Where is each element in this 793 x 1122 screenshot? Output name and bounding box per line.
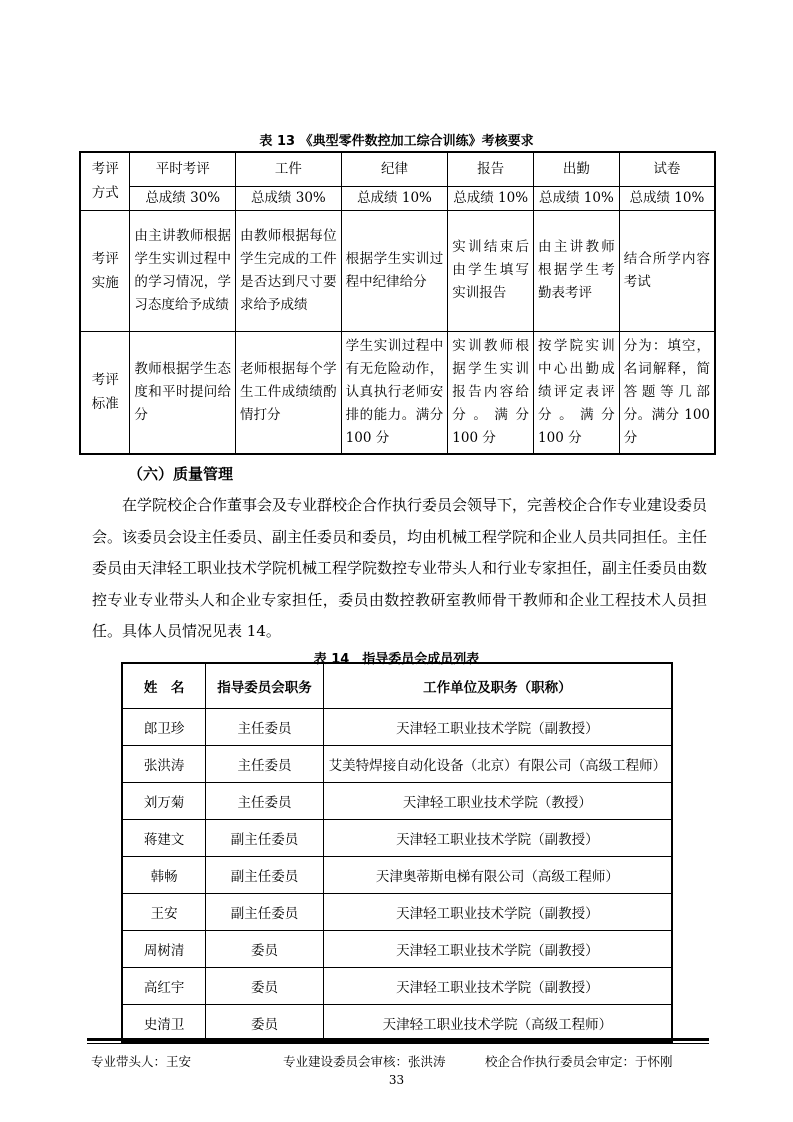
member-role: 主任委员 [206, 746, 324, 783]
weight-cell: 总成绩 10% [341, 186, 448, 210]
implementation-cell: 由主讲教师根据学生实训过程中的学习情况，学习态度给予成绩 [130, 210, 236, 331]
member-name: 王安 [122, 894, 206, 931]
footer-review: 专业建设委员会审核：张洪涛 [283, 1054, 446, 1069]
standard-cell: 实训教师根据学生实训报告内容给分。满分 100 分 [448, 331, 534, 454]
column-header: 报告 [448, 152, 534, 186]
row-label-implementation: 考评实施 [80, 210, 130, 331]
section-heading: （六）质量管理 [128, 465, 234, 483]
table-row [122, 709, 672, 746]
table-row [122, 746, 672, 783]
member-role: 委员 [206, 968, 324, 1005]
member-name: 高红宇 [122, 968, 206, 1005]
member-affiliation: 天津轻工职业技术学院（高级工程师） [323, 1005, 672, 1043]
member-name: 周树清 [122, 931, 206, 968]
member-name: 刘万菊 [122, 783, 206, 820]
member-affiliation: 天津轻工职业技术学院（副教授） [323, 820, 672, 857]
table14-header-row [122, 663, 672, 709]
column-header: 姓 名 [122, 663, 206, 709]
column-header: 工件 [236, 152, 342, 186]
column-header: 试卷 [619, 152, 715, 186]
table-row [122, 968, 672, 1005]
member-name: 蒋建文 [122, 820, 206, 857]
assessment-table [79, 151, 716, 455]
implementation-cell: 由主讲教师根据学生考勤表考评 [534, 210, 620, 331]
member-role: 副主任委员 [206, 894, 324, 931]
standard-cell: 分为：填空，名词解释，简答题等几部分。满分 100 分 [619, 331, 715, 454]
column-header: 平时考评 [130, 152, 236, 186]
member-affiliation: 天津轻工职业技术学院（副教授） [323, 709, 672, 746]
table-row [122, 783, 672, 820]
member-role: 委员 [206, 1005, 324, 1043]
standard-cell: 学生实训过程中有无危险动作，认真执行老师安排的能力。满分 100 分 [341, 331, 448, 454]
footer-rule [87, 1038, 709, 1041]
weight-cell: 总成绩 10% [448, 186, 534, 210]
column-header: 纪律 [341, 152, 448, 186]
member-name: 郎卫珍 [122, 709, 206, 746]
implementation-cell: 实训结束后由学生填写实训报告 [448, 210, 534, 331]
committee-table [121, 662, 673, 1043]
table-row [122, 820, 672, 857]
member-role: 副主任委员 [206, 820, 324, 857]
member-affiliation: 天津轻工职业技术学院（副教授） [323, 931, 672, 968]
table-row [122, 931, 672, 968]
footer-leader: 专业带头人：王安 [91, 1054, 192, 1069]
body-paragraph: 在学院校企合作董事会及专业群校企合作执行委员会领导下，完善校企合作专业建设委员会。该委员会设主任委员、副主任委员和委员，均由机械工程学院和企业人员共同担任。主任委员由天津轻工职业技术学院机械工程学院数控专业带头人和行业专家担任，副主任委员由数控专业专业带头人和企业专家担任，委员由数控教研室教师骨干教师和企业工程技术人员担任。具体人员情况见表 14。 [92, 496, 708, 641]
footer-approve: 校企合作执行委员会审定：于怀刚 [485, 1054, 673, 1069]
implementation-cell: 结合所学内容考试 [619, 210, 715, 331]
member-role: 委员 [206, 931, 324, 968]
table-row [122, 894, 672, 931]
table14-caption: 表 14 指导委员会成员列表 [313, 652, 480, 667]
table13-header-row [80, 152, 715, 186]
member-affiliation: 天津轻工职业技术学院（教授） [323, 783, 672, 820]
implementation-cell: 根据学生实训过程中纪律给分 [341, 210, 448, 331]
standard-cell: 按学院实训中心出勤成绩评定表评分。满分 100 分 [534, 331, 620, 454]
implementation-cell: 由教师根据每位学生完成的工件是否达到尺寸要求给予成绩 [236, 210, 342, 331]
member-role: 主任委员 [206, 783, 324, 820]
row-label-method: 考评方式 [80, 152, 130, 210]
column-header: 工作单位及职务（职称） [323, 663, 672, 709]
table13-standard-row [80, 331, 715, 454]
member-role: 主任委员 [206, 709, 324, 746]
table13-implementation-row [80, 210, 715, 331]
standard-cell: 教师根据学生态度和平时提问给分 [130, 331, 236, 454]
weight-cell: 总成绩 30% [236, 186, 342, 210]
member-affiliation: 天津轻工职业技术学院（副教授） [323, 894, 672, 931]
standard-cell: 老师根据每个学生工件成绩绩酌情打分 [236, 331, 342, 454]
column-header: 指导委员会职务 [206, 663, 324, 709]
page-number: 33 [388, 1073, 405, 1087]
table-row [122, 857, 672, 894]
weight-cell: 总成绩 30% [130, 186, 236, 210]
footer-rule [87, 1043, 709, 1044]
member-role: 副主任委员 [206, 857, 324, 894]
table-row [122, 1005, 672, 1043]
member-name: 史清卫 [122, 1005, 206, 1043]
weight-cell: 总成绩 10% [534, 186, 620, 210]
row-label-standard: 考评标准 [80, 331, 130, 454]
column-header: 出勤 [534, 152, 620, 186]
table13-weight-row [80, 186, 715, 210]
member-affiliation: 天津奥蒂斯电梯有限公司（高级工程师） [323, 857, 672, 894]
member-name: 韩畅 [122, 857, 206, 894]
member-affiliation: 天津轻工职业技术学院（副教授） [323, 968, 672, 1005]
member-affiliation: 艾美特焊接自动化设备（北京）有限公司（高级工程师） [323, 746, 672, 783]
table13-caption: 表 13 《典型零件数控加工综合训练》考核要求 [259, 134, 534, 149]
member-name: 张洪涛 [122, 746, 206, 783]
weight-cell: 总成绩 10% [619, 186, 715, 210]
